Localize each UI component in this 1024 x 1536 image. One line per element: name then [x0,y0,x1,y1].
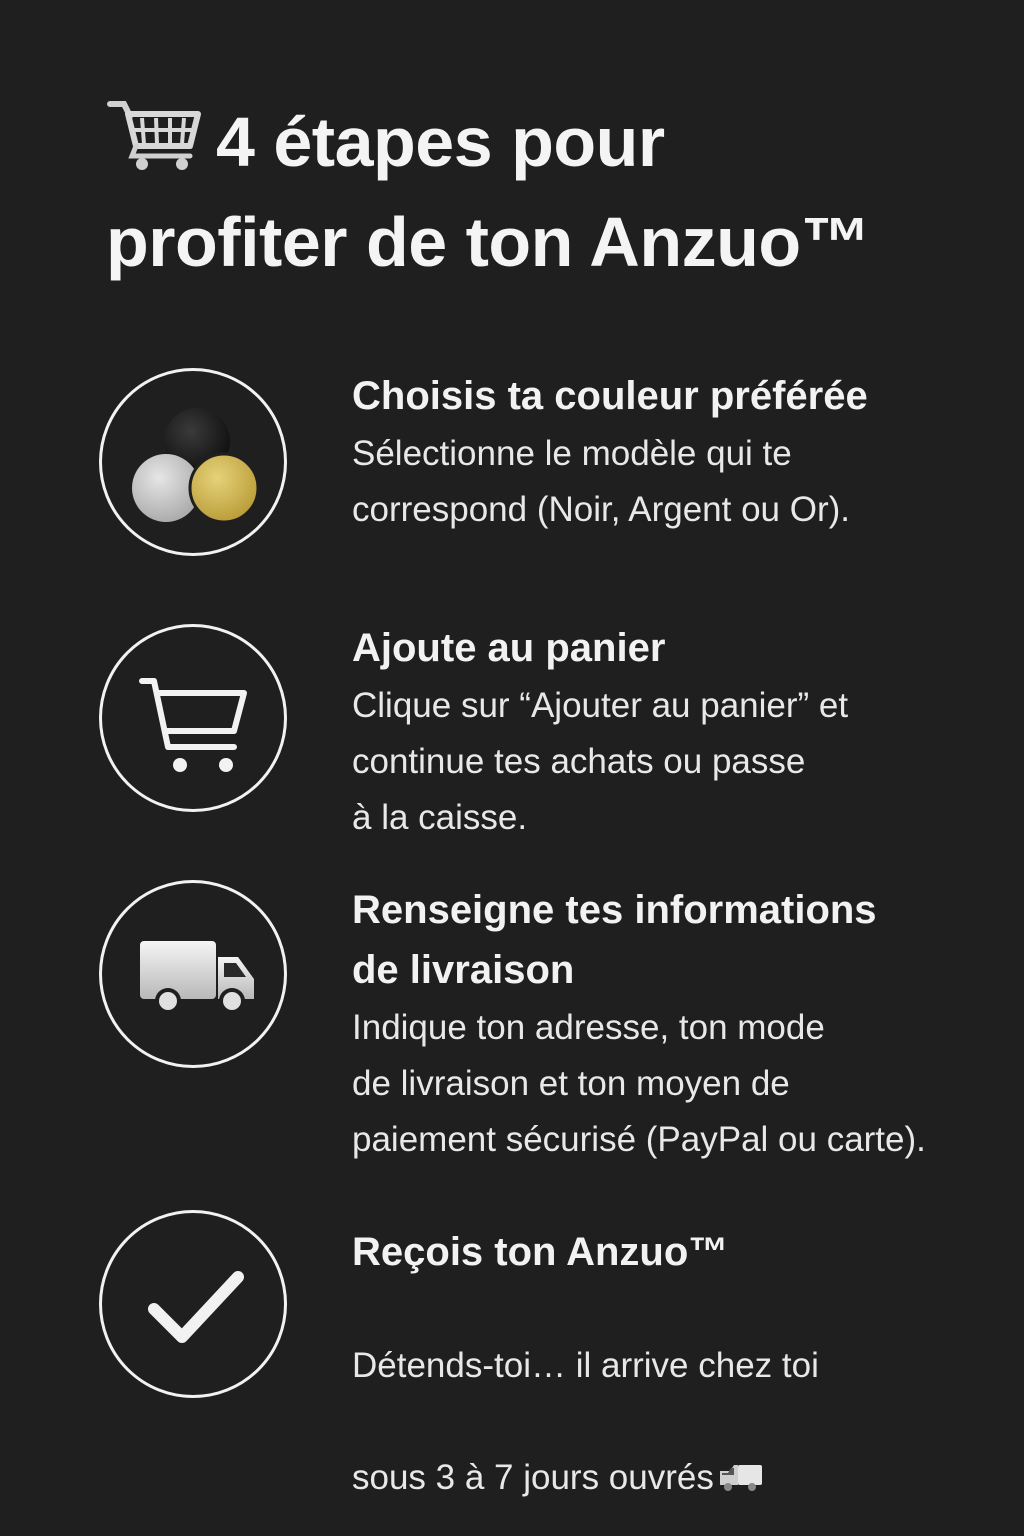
shopping-cart-emoji-icon [106,96,202,172]
step-3-title [352,880,1002,1000]
step-1-title: Choisis ta couleur préférée [352,374,868,418]
delivery-truck-emoji-icon [718,1463,764,1493]
step-3 [352,880,1002,1168]
cart-icon [99,624,287,812]
step-2-title: Ajoute au panier [352,626,666,670]
checkmark-icon [99,1210,287,1398]
step-4-description-line1: Détends-toi… il arrive chez toi [352,1346,819,1385]
step-2 [352,618,1002,846]
step-1 [352,366,1002,538]
step-2-description: Clique sur “Ajouter au panier” et continue tes achats ou passe à la caisse. [352,686,849,837]
step-3-description: Indique ton adresse, ton mode de livraison et ton moyen de paiement sécurisé (PayPal ou carte). [352,1008,926,1159]
step-4-title: Reçois ton Anzuo™ [352,1230,729,1274]
step-4 [352,1222,1002,1506]
delivery-truck-icon [99,880,287,1068]
step-1-description: Sélectionne le modèle qui te correspond (Noir, Argent ou Or). [352,434,850,529]
page-title-line2: profiter de ton Anzuo™ [106,203,871,281]
page-title [106,92,986,292]
color-swatches-icon [99,368,287,556]
step-3-title-line2: de livraison [352,948,575,992]
step-3-title-line1: Renseigne tes informations [352,888,877,932]
step-4-description-line2: sous 3 à 7 jours ouvrés [352,1458,714,1497]
page-title-line1: 4 étapes pour [216,103,665,181]
step-4-description [352,1282,1002,1506]
